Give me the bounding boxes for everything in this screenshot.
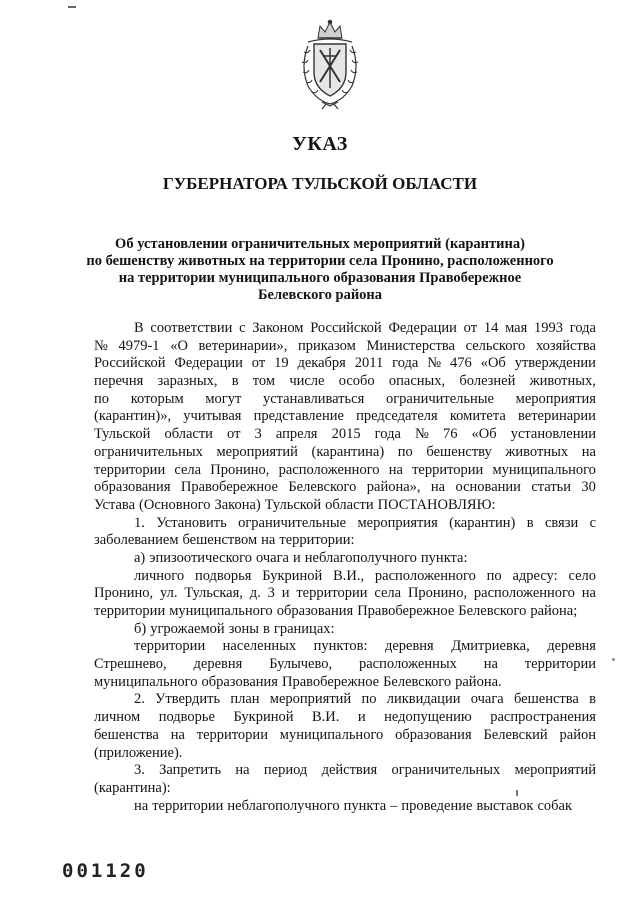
heading-line: Белевского района — [257, 287, 383, 303]
body-line: территории населенных пунктов: деревня Дмитриевка, деревня — [134, 638, 596, 655]
coat-of-arms-icon — [296, 18, 364, 110]
body-line: 1. Установить ограничительные мероприятия (карантин) в связи с — [134, 514, 596, 531]
scan-speck — [516, 790, 518, 796]
body-line: Российской Федерации от 19 декабря 2011 года № 476 «Об утверждении — [94, 355, 596, 372]
body-line: территории села Пронино, расположенного на территории муниципального — [94, 461, 596, 478]
body-line: 2. Утвердить план мероприятий по ликвидации очага бешенства в — [134, 691, 596, 708]
body-line: В соответствии с Законом Российской Федерации от 14 мая 1993 года — [134, 320, 596, 336]
scan-speck — [612, 658, 615, 661]
body-line: личном подворье Букриной В.И. и недопущению распространения — [94, 709, 596, 726]
body-line: образования Правобережное Белевского района», на основании статьи 30 — [94, 479, 596, 496]
body-line: Устава (Основного Закона) Тульской области ПОСТАНОВЛЯЮ: — [94, 496, 496, 513]
heading-line: Об установлении ограничительных мероприятий (карантина) — [115, 236, 525, 252]
body-line: (карантин)», учитывая представление председателя комитета ветеринарии — [94, 408, 596, 425]
body-line: Пронино, ул. Тульская, д. 3 и территории села Пронино, расположенного на — [94, 585, 596, 602]
heading-line: по бешенству животных на территории села Пронино, расположенного — [86, 253, 554, 269]
corner-mark — [68, 6, 76, 8]
body-line: муниципального образования Правобережное Белевского района. — [94, 673, 502, 690]
body-line: ограничительных мероприятий (карантина) по бешенству животных на — [94, 443, 596, 460]
body-line: Тульской области от 3 апреля 2015 года № 76 «Об установлении — [94, 426, 596, 443]
body-line: заболеванием бешенством на территории: — [94, 532, 355, 549]
body-line: перечня заразных, в том числе особо опасных, болезней животных, — [94, 373, 596, 390]
body-line: 3. Запретить на период действия ограничительных мероприятий — [134, 762, 596, 779]
body-line: на территории неблагополучного пункта – проведение выставок собак — [134, 797, 573, 814]
body-line: (карантина): — [94, 779, 171, 796]
body-line: по которым могут устанавливаться ограничительные мероприятия — [94, 390, 596, 407]
body-line: личного подворья Букриной В.И., расположенного по адресу: село — [134, 567, 596, 584]
decree-heading — [60, 236, 580, 304]
decree-subtitle: ГУБЕРНАТОРА ТУЛЬСКОЙ ОБЛАСТИ — [162, 174, 478, 193]
heading-line: на территории муниципального образования Правобережное — [118, 270, 522, 286]
body-line: а) эпизоотического очага и неблагополучного пункта: — [134, 549, 468, 566]
body-line: Стрешнево, деревня Булычево, расположенных на территории — [94, 656, 596, 673]
body-line: б) угрожаемой зоны в границах: — [134, 620, 335, 637]
decree-body — [94, 320, 596, 815]
body-line: бешенства на территории муниципального образования Белевский район — [94, 726, 596, 743]
document-number: 001120 — [62, 860, 149, 882]
body-line: № 4979-1 «О ветеринарии», приказом Министерства сельского хозяйства — [94, 337, 596, 354]
decree-title: УКАЗ — [292, 133, 348, 155]
body-line: территории муниципального образования Правобережное Белевского района; — [94, 603, 578, 619]
body-line: (приложение). — [94, 744, 183, 761]
